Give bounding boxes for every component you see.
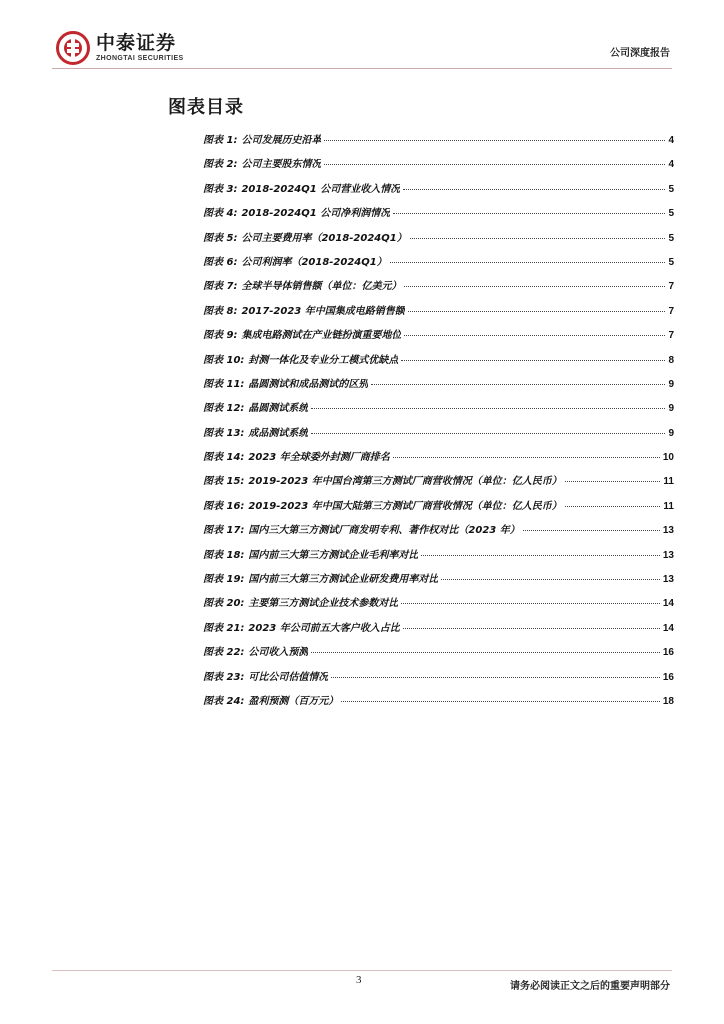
toc-entry[interactable]	[203, 668, 674, 692]
toc-entry[interactable]	[203, 229, 674, 253]
toc-entry-page: 11	[663, 500, 674, 512]
toc-entry[interactable]	[203, 424, 674, 448]
toc-entry-label: 图表 23:	[203, 671, 245, 683]
toc-entry-label: 图表 6:	[203, 256, 238, 268]
toc-entry-label: 图表 20:	[203, 598, 245, 610]
figure-toc-list	[203, 131, 674, 716]
toc-entry-page: 9	[668, 427, 674, 439]
toc-entry-label: 图表 8:	[203, 305, 238, 317]
toc-entry-page: 9	[668, 403, 674, 415]
toc-entry-label: 图表 5:	[203, 232, 238, 244]
toc-dot-leader	[393, 213, 665, 214]
toc-entry[interactable]	[203, 643, 674, 667]
header-divider	[52, 68, 672, 69]
toc-dot-leader	[311, 433, 665, 434]
toc-entry-page: 14	[662, 622, 674, 634]
toc-entry[interactable]	[203, 351, 674, 375]
toc-dot-leader	[565, 481, 661, 482]
toc-entry-title: 晶圆测试和成品测试的区别	[248, 378, 369, 390]
logo-chinese-name: 中泰证券	[96, 32, 177, 54]
toc-entry-label: 图表 17:	[203, 525, 245, 537]
toc-entry-page: 18	[662, 695, 674, 707]
toc-dot-leader	[421, 555, 659, 556]
toc-entry-title: 全球半导体销售额（单位：亿美元）	[241, 281, 402, 293]
toc-entry-title: 公司主要股东情况	[241, 159, 322, 171]
toc-entry-label: 图表 1:	[203, 135, 238, 146]
toc-dot-leader	[441, 579, 659, 580]
toc-entry[interactable]	[203, 497, 674, 521]
toc-entry-page: 14	[662, 598, 674, 610]
toc-entry-title: 国内三大第三方测试厂商发明专利、著作权对比（2023 年）	[248, 525, 520, 537]
toc-dot-leader	[311, 652, 659, 653]
toc-entry-title: 晶圆测试系统	[248, 403, 309, 415]
toc-dot-leader	[408, 311, 666, 312]
toc-entry-page: 5	[668, 183, 674, 195]
toc-dot-leader	[324, 140, 665, 141]
toc-entry-label: 图表 13:	[203, 427, 245, 439]
toc-dot-leader	[393, 457, 660, 458]
toc-entry-title: 2019-2023 年中国大陆第三方测试厂商营收情况（单位：亿人民币）	[248, 500, 562, 512]
toc-entry-title: 2018-2024Q1 公司营业收入情况	[241, 183, 401, 195]
toc-entry[interactable]	[203, 521, 674, 545]
toc-dot-leader	[331, 677, 659, 678]
toc-entry-title: 公司发展历史沿革	[241, 135, 322, 146]
toc-dot-leader	[403, 628, 660, 629]
toc-entry-page: 10	[662, 452, 674, 464]
toc-entry[interactable]	[203, 472, 674, 496]
toc-entry-label: 图表 18:	[203, 549, 245, 561]
toc-entry-title: 2023 年全球委外封测厂商排名	[248, 452, 390, 464]
toc-entry-label: 图表 24:	[203, 695, 245, 707]
toc-entry-title: 集成电路测试在产业链扮演重要地位	[241, 330, 402, 342]
toc-entry-title: 成品测试系统	[248, 427, 309, 439]
toc-dot-leader	[390, 262, 666, 263]
toc-entry[interactable]	[203, 570, 674, 594]
toc-entry-title: 2019-2023 年中国台湾第三方测试厂商营收情况（单位：亿人民币）	[248, 476, 562, 488]
toc-entry-label: 图表 4:	[203, 208, 238, 220]
toc-entry-label: 图表 12:	[203, 403, 245, 415]
toc-entry-label: 图表 9:	[203, 330, 238, 342]
toc-entry[interactable]	[203, 448, 674, 472]
toc-entry-label: 图表 21:	[203, 622, 245, 634]
toc-entry-label: 图表 10:	[203, 354, 245, 366]
toc-dot-leader	[565, 506, 661, 507]
toc-entry[interactable]	[203, 546, 674, 570]
toc-entry[interactable]	[203, 326, 674, 350]
toc-entry[interactable]	[203, 180, 674, 204]
toc-entry[interactable]	[203, 619, 674, 643]
toc-dot-leader	[401, 360, 665, 361]
toc-entry-label: 图表 11:	[203, 378, 245, 390]
toc-entry-label: 图表 3:	[203, 183, 238, 195]
toc-entry-page: 7	[668, 330, 674, 342]
toc-entry-label: 图表 14:	[203, 452, 245, 464]
toc-entry-page: 11	[663, 476, 674, 488]
toc-dot-leader	[404, 335, 665, 336]
toc-entry[interactable]	[203, 594, 674, 618]
toc-entry-label: 图表 15:	[203, 476, 245, 488]
toc-entry-title: 国内前三大第三方测试企业研发费用率对比	[248, 574, 439, 586]
toc-entry-title: 公司利润率（2018-2024Q1）	[241, 256, 387, 268]
toc-entry[interactable]	[203, 277, 674, 301]
toc-dot-leader	[371, 384, 665, 385]
toc-dot-leader	[404, 286, 665, 287]
toc-entry-page: 5	[668, 208, 674, 220]
toc-entry[interactable]	[203, 131, 674, 155]
toc-entry[interactable]	[203, 204, 674, 228]
toc-dot-leader	[311, 408, 665, 409]
report-type-label: 公司深度报告	[610, 48, 670, 59]
toc-entry-label: 图表 2:	[203, 159, 238, 171]
toc-dot-leader	[410, 238, 666, 239]
toc-entry[interactable]	[203, 399, 674, 423]
toc-dot-leader	[401, 603, 659, 604]
toc-dot-leader	[324, 164, 665, 165]
toc-entry-page: 13	[662, 549, 674, 561]
toc-title: 图表目录	[168, 97, 244, 118]
toc-entry-page: 13	[662, 574, 674, 586]
toc-entry-page: 5	[668, 256, 674, 268]
toc-entry-label: 图表 19:	[203, 574, 245, 586]
toc-entry-title: 主要第三方测试企业技术参数对比	[248, 598, 399, 610]
toc-entry-title: 可比公司估值情况	[248, 671, 329, 683]
logo-emblem-icon	[56, 31, 90, 65]
toc-entry-title: 盈利预测（百万元）	[248, 695, 339, 707]
toc-entry-page: 7	[668, 281, 674, 293]
toc-entry-label: 图表 22:	[203, 647, 245, 659]
toc-entry-title: 2017-2023 年中国集成电路销售额	[241, 305, 405, 317]
toc-entry-title: 2018-2024Q1 公司净利润情况	[241, 208, 391, 220]
toc-entry[interactable]	[203, 302, 674, 326]
toc-entry-title: 2023 年公司前五大客户收入占比	[248, 622, 400, 634]
company-logo	[56, 30, 184, 66]
toc-entry-page: 4	[668, 135, 674, 146]
footer-disclaimer: 请务必阅读正文之后的重要声明部分	[510, 981, 670, 992]
toc-entry[interactable]	[203, 155, 674, 179]
logo-english-name: ZHONGTAI SECURITIES	[96, 55, 184, 62]
page-number: 3	[356, 974, 362, 986]
toc-entry-title: 封测一体化及专业分工模式优缺点	[248, 354, 399, 366]
toc-entry[interactable]	[203, 692, 674, 716]
toc-entry-title: 国内前三大第三方测试企业毛利率对比	[248, 549, 419, 561]
toc-entry-label: 图表 7:	[203, 281, 238, 293]
toc-entry-page: 4	[668, 159, 674, 171]
toc-entry-title: 公司主要费用率（2018-2024Q1）	[241, 232, 407, 244]
toc-entry-page: 7	[668, 305, 674, 317]
toc-entry-label: 图表 16:	[203, 500, 245, 512]
toc-entry-page: 16	[662, 647, 674, 659]
footer-divider	[52, 970, 672, 971]
toc-entry[interactable]	[203, 253, 674, 277]
toc-entry[interactable]	[203, 375, 674, 399]
toc-entry-page: 16	[662, 671, 674, 683]
toc-dot-leader	[341, 701, 659, 702]
toc-entry-page: 9	[668, 378, 674, 390]
toc-dot-leader	[403, 189, 665, 190]
toc-entry-page: 13	[662, 525, 674, 537]
toc-entry-page: 5	[668, 232, 674, 244]
toc-entry-title: 公司收入预测	[248, 647, 309, 659]
toc-dot-leader	[523, 530, 660, 531]
toc-entry-page: 8	[668, 354, 674, 366]
